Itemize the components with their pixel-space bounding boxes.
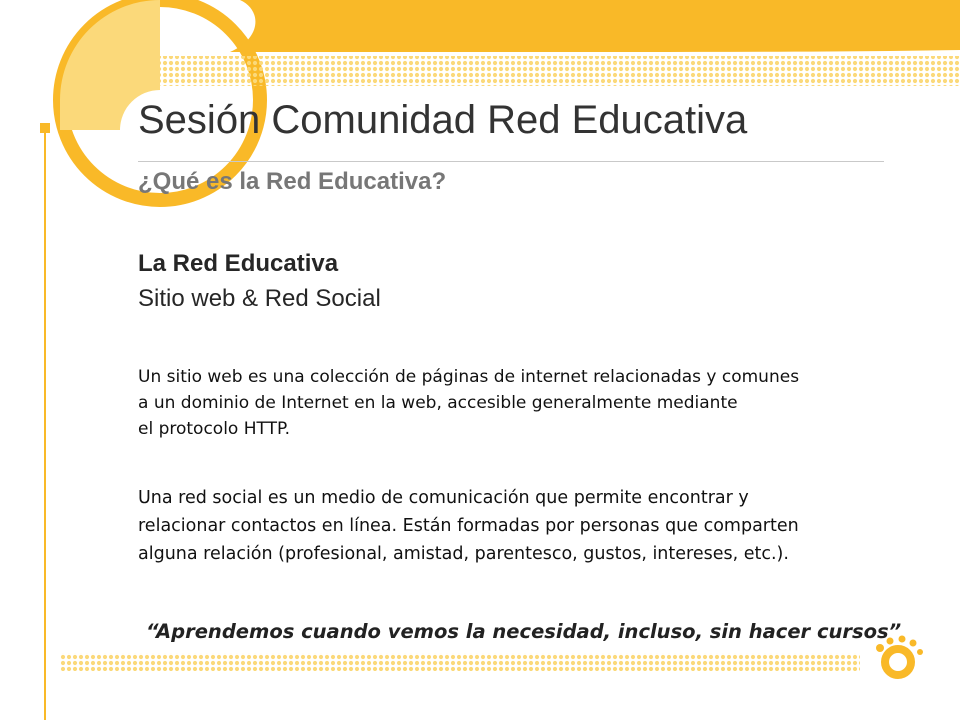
paragraph-line: relacionar contactos en línea. Están formadas por personas que comparten (138, 516, 799, 536)
slide-title: Sesión Comunidad Red Educativa (138, 98, 748, 142)
top-dotted-band (134, 56, 960, 86)
closing-quote: “Aprendemos cuando vemos la necesidad, incluso, sin hacer cursos” (146, 620, 902, 643)
bottom-dotted-band (60, 653, 860, 671)
paragraph-line: el protocolo HTTP. (138, 419, 290, 439)
paragraph-line: a un dominio de Internet en la web, accesible generalmente mediante (138, 393, 738, 413)
paragraph-line: Un sitio web es una colección de páginas de internet relacionadas y comunes (138, 367, 800, 387)
top-yellow-band (230, 0, 960, 52)
paragraph-line: alguna relación (profesional, amistad, parentesco, gustos, intereses, etc.). (138, 544, 789, 564)
title-divider (138, 161, 884, 162)
section-heading: La Red Educativa (138, 250, 339, 277)
social-network-definition-paragraph (138, 484, 898, 568)
section-subheading: Sitio web & Red Social (138, 285, 381, 312)
slide-subtitle: ¿Qué es la Red Educativa? (138, 168, 447, 195)
website-definition-paragraph (138, 364, 898, 442)
paragraph-line: Una red social es un medio de comunicación que permite encontrar y (138, 488, 749, 508)
